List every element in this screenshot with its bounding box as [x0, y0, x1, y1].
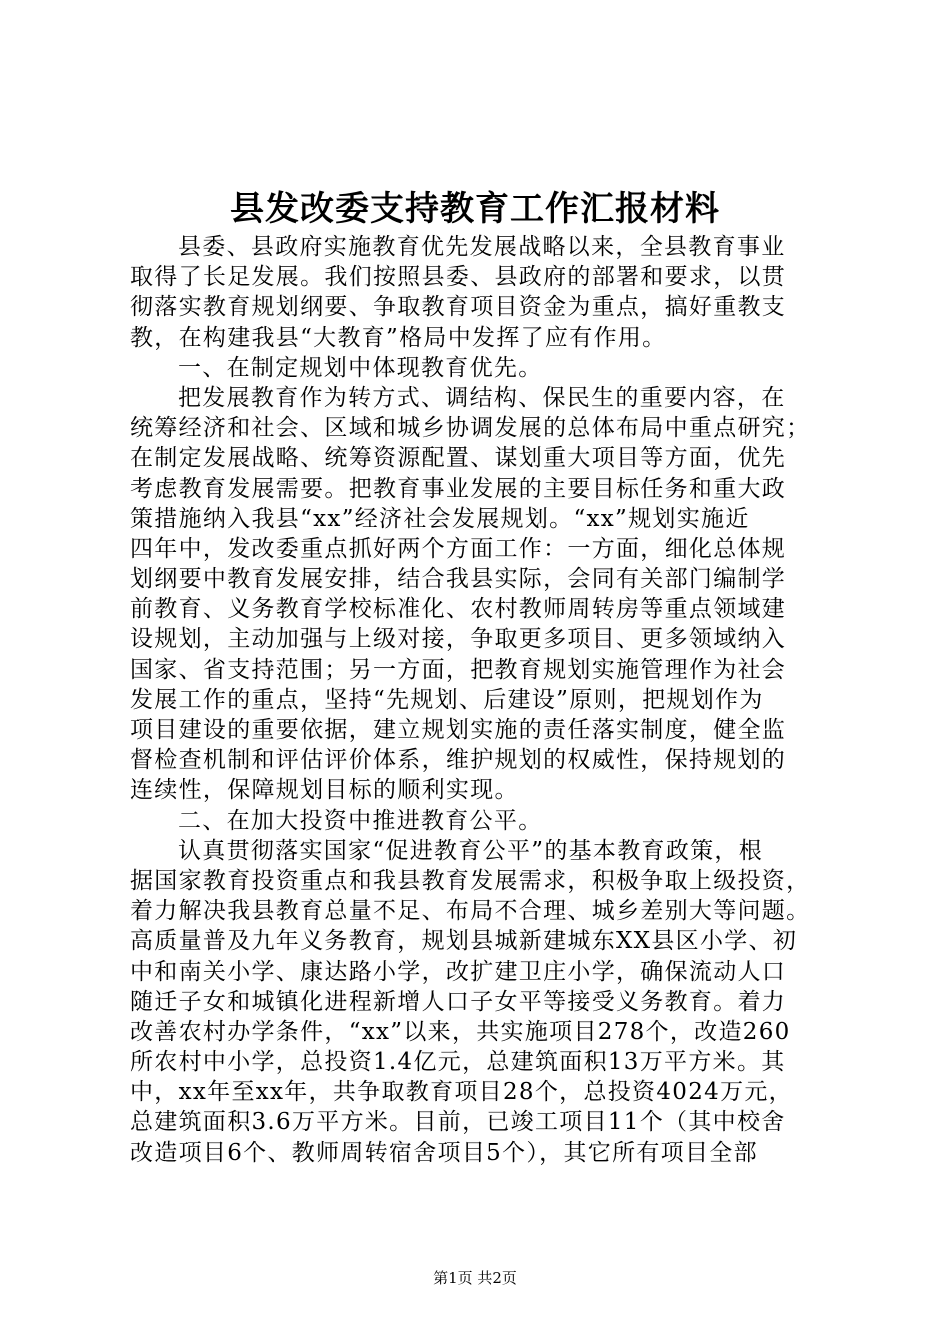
- paragraph-line: 四年中，发改委重点抓好两个方面工作：一方面，细化总体规: [130, 535, 787, 562]
- paragraph-line: 督检查机制和评估评价体系，维护规划的权威性，保持规划的: [130, 747, 787, 774]
- paragraph-line: 前教育、义务教育学校标准化、农村教师周转房等重点领域建: [130, 596, 787, 623]
- paragraph-line: 高质量普及九年义务教育，规划县城新建城东XX县区小学、初: [130, 928, 798, 955]
- paragraph-line: 总建筑面积3.6万平方米。目前，已竣工项目11个（其中校舍: [130, 1109, 786, 1136]
- paragraph-line: 据国家教育投资重点和我县教育发展需求，积极争取上级投资，: [130, 867, 811, 894]
- paragraph-line: 所农村中小学，总投资1.4亿元，总建筑面积13万平方米。其: [130, 1049, 786, 1076]
- section-heading: 二、在加大投资中推进教育公平。: [178, 807, 543, 834]
- page-footer: 第1页 共2页: [433, 1269, 517, 1287]
- paragraph-line: 考虑教育发展需要。把教育事业发展的主要目标任务和重大政: [130, 475, 787, 502]
- paragraph-line: 改造项目6个、教师周转宿舍项目5个），其它所有项目全部: [130, 1139, 758, 1166]
- paragraph-line: 发展工作的重点，坚持“先规划、后建设”原则，把规划作为: [130, 686, 764, 713]
- paragraph-line: 统筹经济和社会、区域和城乡协调发展的总体布局中重点研究；: [130, 415, 811, 442]
- paragraph-line: 项目建设的重要依据，建立规划实施的责任落实制度，健全监: [130, 717, 787, 743]
- paragraph-line: 县委、县政府实施教育优先发展战略以来，全县教育事业: [178, 234, 786, 260]
- paragraph-line: 划纲要中教育发展安排，结合我县实际，会同有关部门编制学: [130, 566, 787, 593]
- paragraph-line: 国家、省支持范围；另一方面，把教育规划实施管理作为社会: [130, 656, 787, 683]
- paragraph-line: 着力解决我县教育总量不足、布局不合理、城乡差别大等问题。: [130, 898, 811, 925]
- paragraph-line: 认真贯彻落实国家“促进教育公平”的基本教育政策，根: [178, 837, 764, 864]
- paragraph-line: 在制定发展战略、统筹资源配置、谋划重大项目等方面，优先: [130, 445, 787, 472]
- paragraph-line: 取得了长足发展。我们按照县委、县政府的部署和要求，以贯: [130, 264, 787, 291]
- paragraph-line: 中，xx年至xx年，共争取教育项目28个，总投资4024万元，: [130, 1079, 793, 1106]
- paragraph-line: 把发展教育作为转方式、调结构、保民生的重要内容，在: [178, 384, 786, 411]
- paragraph-line: 策措施纳入我县“xx”经济社会发展规划。“xx”规划实施近: [130, 505, 750, 532]
- paragraph-line: 连续性，保障规划目标的顺利实现。: [130, 777, 519, 804]
- paragraph-line: 改善农村办学条件，“xx”以来，共实施项目278个，改造260: [130, 1018, 791, 1045]
- paragraph-line: 彻落实教育规划纲要、争取教育项目资金为重点，搞好重教支: [130, 294, 787, 321]
- paragraph-line: 中和南关小学、康达路小学，改扩建卫庄小学，确保流动人口: [130, 958, 787, 985]
- section-heading: 一、在制定规划中体现教育优先。: [178, 354, 543, 381]
- paragraph-line: 随迁子女和城镇化进程新增人口子女平等接受义务教育。着力: [130, 988, 787, 1015]
- document-title: 县发改委支持教育工作汇报材料: [230, 189, 720, 229]
- document-body: [130, 232, 830, 1168]
- paragraph-line: 教，在构建我县“大教育”格局中发挥了应有作用。: [130, 324, 667, 351]
- paragraph-line: 设规划，主动加强与上级对接，争取更多项目、更多领域纳入: [130, 626, 787, 653]
